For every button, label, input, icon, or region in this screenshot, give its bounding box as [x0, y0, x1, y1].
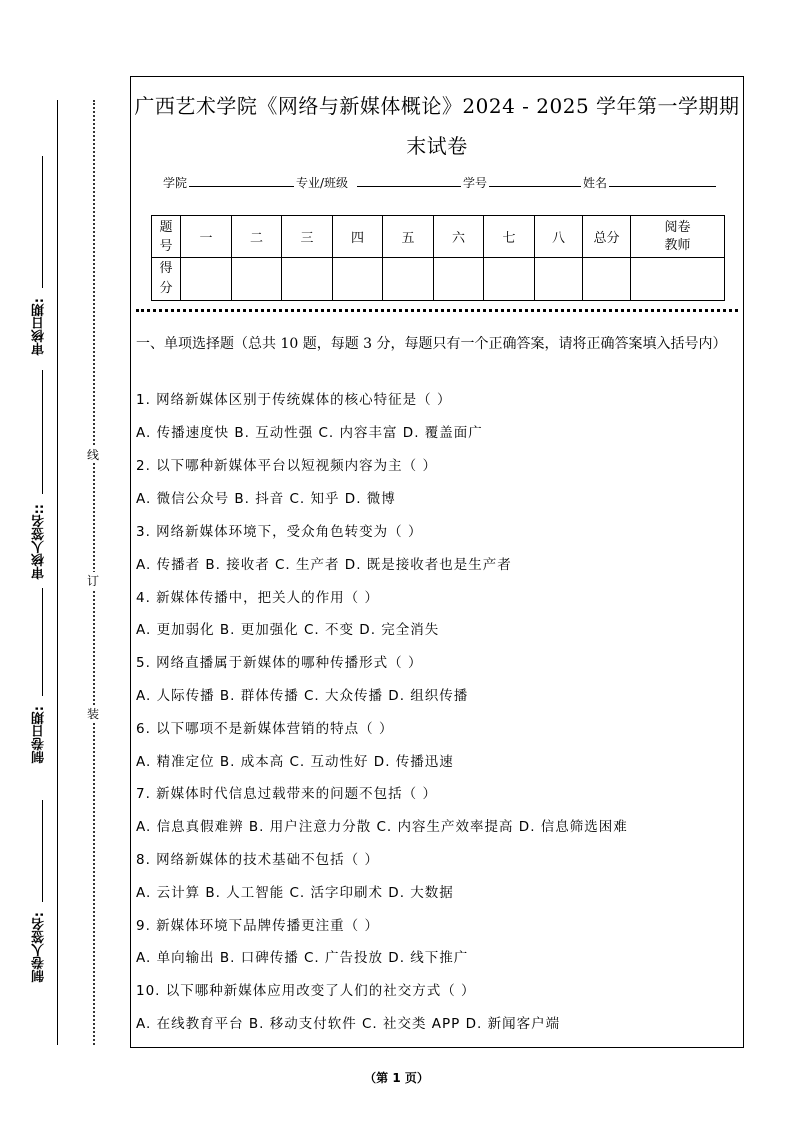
- review-date-label: 审核日期:: [32, 298, 47, 356]
- section-heading: 一、单项选择题（总共 10 题，每题 3 分，每题只有一个正确答案，请将正确答案填入括号内）: [136, 336, 727, 352]
- score-cell[interactable]: [434, 258, 484, 301]
- score-header-cell: 阅卷教师: [631, 216, 725, 258]
- score-header-cell: 七: [484, 216, 535, 258]
- question-options: A. 更加弱化 B. 更加强化 C. 不变 D. 完全消失: [136, 622, 440, 638]
- question-stem: 9. 新媒体环境下品牌传播更注重（ ）: [136, 918, 379, 934]
- binding-mark-line: 线: [87, 448, 100, 462]
- score-header-cell: 总分: [583, 216, 631, 258]
- field-name-label: 姓名: [583, 176, 608, 190]
- binding-mark-staple: 订: [87, 574, 100, 588]
- question-options: A. 信息真假难辨 B. 用户注意力分散 C. 内容生产效率提高 D. 信息筛选困难: [136, 819, 628, 835]
- score-header-cell: 四: [333, 216, 383, 258]
- score-header-cell: 二: [232, 216, 282, 258]
- review-date-line: [42, 156, 43, 288]
- score-header-cell: 一: [181, 216, 232, 258]
- field-major-label: 专业/班级: [296, 176, 349, 190]
- score-cell[interactable]: [232, 258, 282, 301]
- question-options: A. 传播速度快 B. 互动性强 C. 内容丰富 D. 覆盖面广: [136, 425, 483, 441]
- field-name-input[interactable]: [609, 186, 716, 187]
- dotted-separator: [136, 309, 738, 312]
- score-cell[interactable]: [484, 258, 535, 301]
- reviewer-signature-label: 审核人签名::: [32, 504, 47, 580]
- page-number: （第 1 页）: [364, 1071, 429, 1085]
- score-header-cell: 五: [383, 216, 434, 258]
- question-options: A. 云计算 B. 人工智能 C. 活字印刷术 D. 大数据: [136, 885, 454, 901]
- score-header-cell: 八: [535, 216, 583, 258]
- score-header-cell: 六: [434, 216, 484, 258]
- field-student-id-input[interactable]: [489, 186, 581, 187]
- grader-cell[interactable]: [631, 258, 725, 301]
- question-options: A. 传播者 B. 接收者 C. 生产者 D. 既是接收者也是生产者: [136, 557, 512, 573]
- score-cell[interactable]: [535, 258, 583, 301]
- score-table: [151, 215, 725, 301]
- score-cell[interactable]: [181, 258, 232, 301]
- score-cell[interactable]: [383, 258, 434, 301]
- exam-title-line1: 广西艺术学院《网络与新媒体概论》2024 - 2025 学年第一学期期: [134, 94, 740, 118]
- maker-date-line: [42, 588, 43, 696]
- question-stem: 7. 新媒体时代信息过载带来的问题不包括（ ）: [136, 786, 437, 802]
- field-college-input[interactable]: [189, 186, 294, 187]
- maker-signature-line: [42, 800, 43, 902]
- question-options: A. 人际传播 B. 群体传播 C. 大众传播 D. 组织传播: [136, 688, 469, 704]
- question-stem: 3. 网络新媒体环境下，受众角色转变为（ ）: [136, 524, 423, 540]
- score-header-cell: 题号: [152, 216, 181, 258]
- question-stem: 2. 以下哪种新媒体平台以短视频内容为主（ ）: [136, 458, 437, 474]
- field-student-id-label: 学号: [463, 176, 488, 190]
- score-header-cell: 三: [282, 216, 333, 258]
- question-stem: 6. 以下哪项不是新媒体营销的特点（ ）: [136, 721, 394, 737]
- question-options: A. 微信公众号 B. 抖音 C. 知乎 D. 微博: [136, 491, 396, 507]
- question-stem: 5. 网络直播属于新媒体的哪种传播形式（ ）: [136, 655, 423, 671]
- question-stem: 10. 以下哪种新媒体应用改变了人们的社交方式（ ）: [136, 983, 476, 999]
- question-options: A. 在线教育平台 B. 移动支付软件 C. 社交类 APP D. 新闻客户端: [136, 1016, 561, 1032]
- question-stem: 4. 新媒体传播中，把关人的作用（ ）: [136, 590, 379, 606]
- question-options: A. 单向输出 B. 口碑传播 C. 广告投放 D. 线下推广: [136, 950, 469, 966]
- question-stem: 1. 网络新媒体区别于传统媒体的核心特征是（ ）: [136, 392, 452, 408]
- score-total-cell[interactable]: [583, 258, 631, 301]
- reviewer-signature-line: [42, 370, 43, 494]
- score-cell[interactable]: [333, 258, 383, 301]
- binding-mark-bind: 装: [87, 707, 100, 721]
- exam-title-line2: 末试卷: [406, 134, 468, 158]
- maker-signature-label: 制卷人签名:: [32, 912, 47, 983]
- score-cell[interactable]: [282, 258, 333, 301]
- maker-date-label: 制卷日期:: [32, 706, 47, 764]
- question-options: A. 精准定位 B. 成本高 C. 互动性好 D. 传播迅速: [136, 754, 454, 770]
- question-stem: 8. 网络新媒体的技术基础不包括（ ）: [136, 852, 379, 868]
- field-college-label: 学院: [163, 176, 188, 190]
- binding-dotted-line-outer: [57, 100, 58, 1045]
- field-major-input[interactable]: [357, 186, 461, 187]
- score-row-label: 得分: [152, 258, 181, 301]
